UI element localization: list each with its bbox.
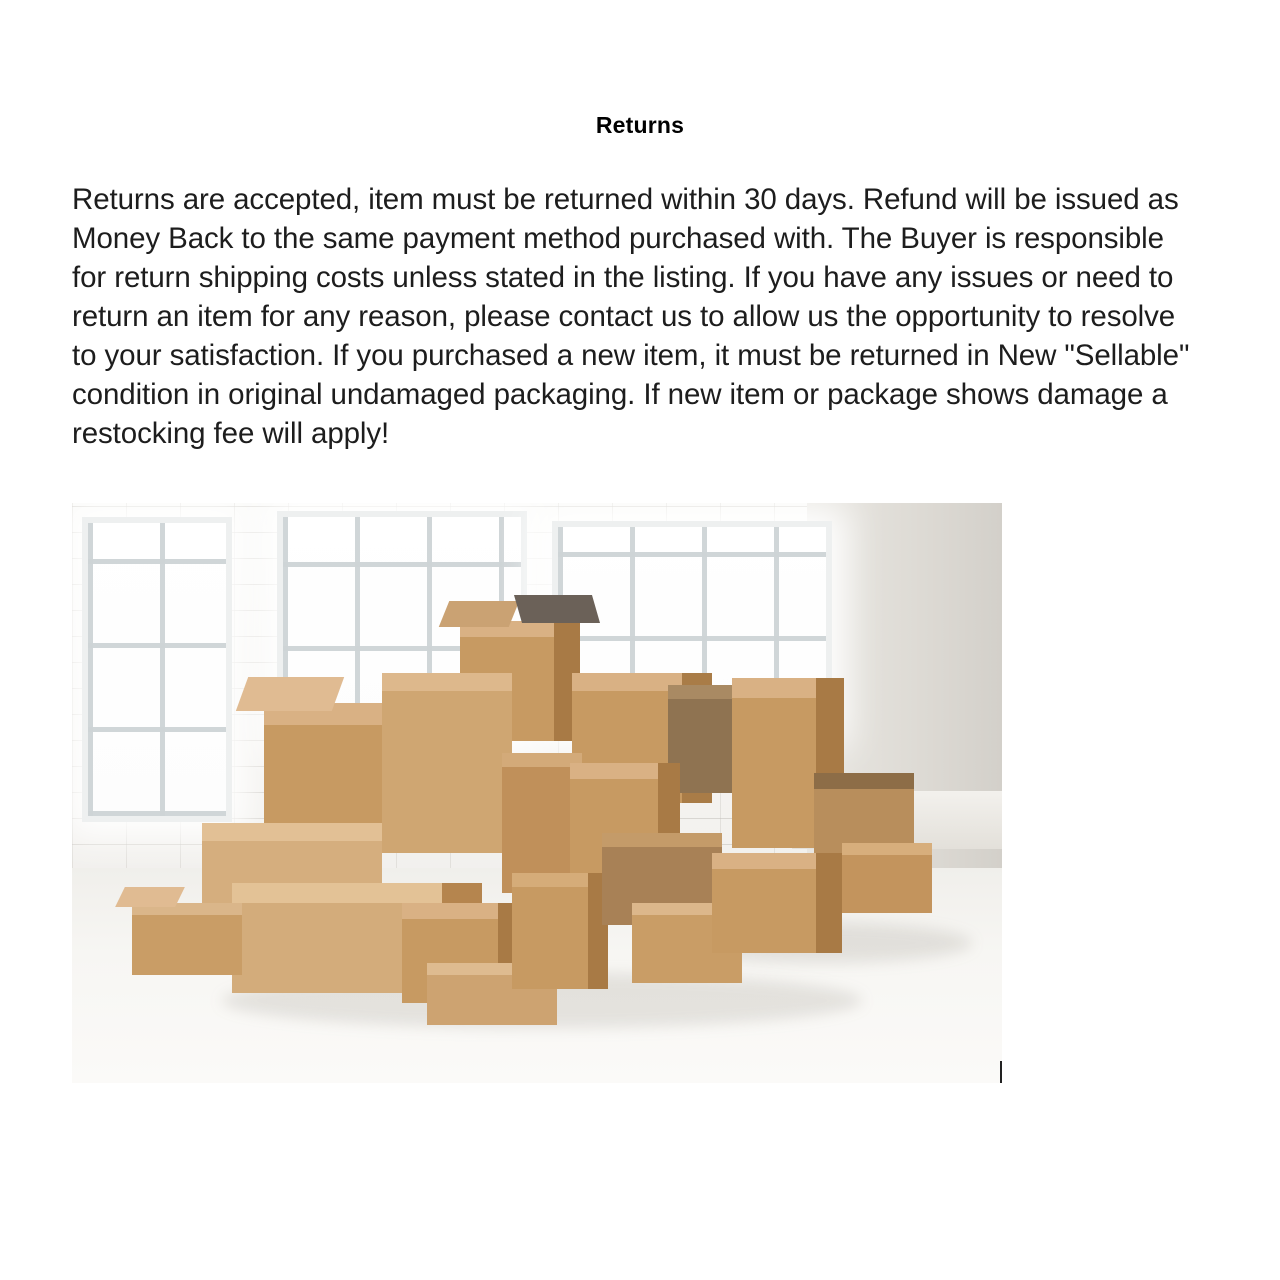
cardboard-box-open xyxy=(132,903,242,975)
cardboard-box xyxy=(842,843,932,913)
cardboard-box xyxy=(712,853,842,953)
boxes-photo xyxy=(72,503,1002,1083)
window-left xyxy=(82,517,232,822)
returns-policy-text: Returns are accepted, item must be returned within 30 days. Refund will be issued as Money Back to the same payment method purchased with. The Buyer is responsible for return shipping costs unless stated in the listing. If you have any issues or need to return an item for any reason, please contact us to allow us the opportunity to resolve to your satisfaction. If you purchased a new item, it must be returned in New "Sellable" condition in original undamaged packaging. If new item or package shows damage a restocking fee will apply! xyxy=(72,183,1190,450)
cardboard-box xyxy=(512,873,608,989)
text-caret xyxy=(1000,1061,1002,1083)
room-scene xyxy=(72,503,1002,1083)
cardboard-box xyxy=(382,673,512,853)
page-title: Returns xyxy=(595,112,685,138)
